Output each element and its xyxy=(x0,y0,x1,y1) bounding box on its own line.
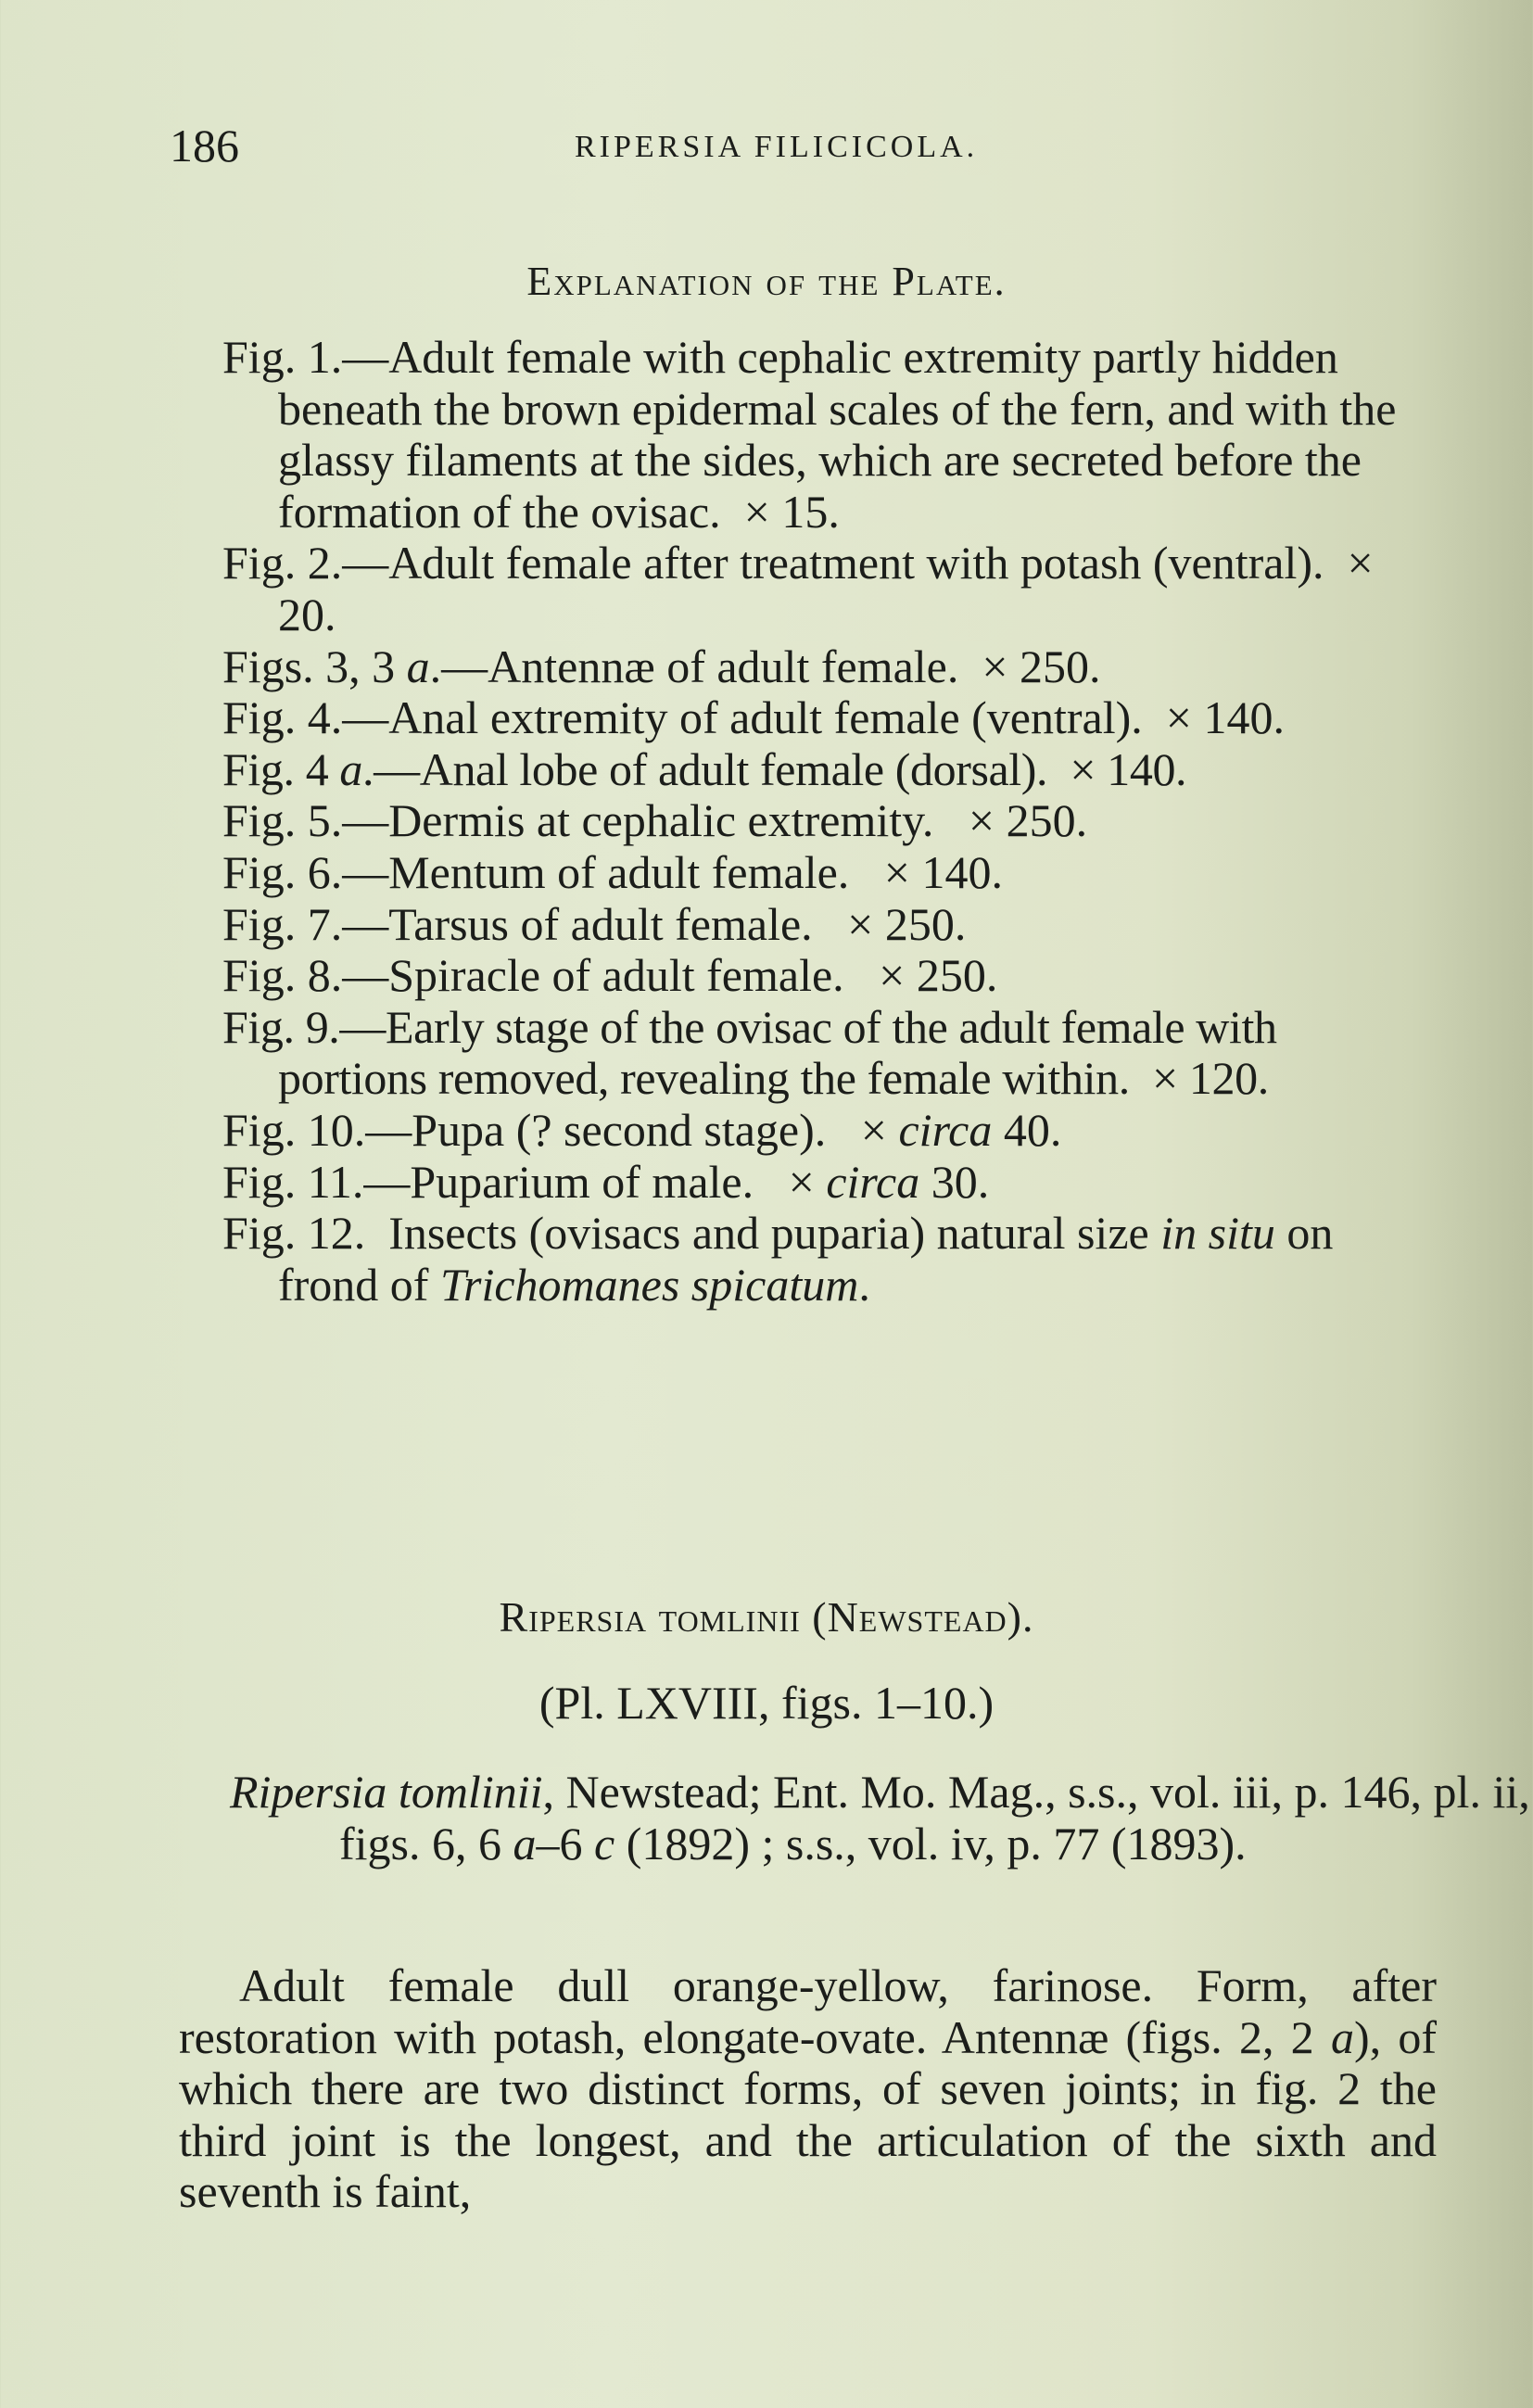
fig-label: Figs. 3, 3 xyxy=(222,640,396,692)
fig-entry-3 xyxy=(222,641,1437,693)
fig-label: Fig. 2. xyxy=(222,537,343,589)
fig-label: Fig. 4 xyxy=(222,742,329,795)
running-title: RIPERSIA FILICICOLA. xyxy=(575,130,979,164)
fig-text: —Tarsus of adult female. xyxy=(342,897,813,950)
plate-explanation-heading: Explanation of the Plate. xyxy=(526,259,1007,304)
fig-species-name: Trichomanes spicatum xyxy=(439,1258,859,1311)
fig-text: —Adult female with cephalic extremity partly hidden beneath the brown epidermal scales of the fern, and with the glassy filaments at the sides, which are secreted before the formation of the ovisac. xyxy=(278,331,1397,538)
fig-text: —Adult female after treatment with potash (ventral). xyxy=(342,537,1324,589)
fig-label: Fig. 5. xyxy=(222,794,343,847)
fig-magnification-circa: circa xyxy=(898,1103,993,1156)
fig-entry-12 xyxy=(222,1208,1437,1311)
species-citation xyxy=(230,1766,1533,1869)
fig-magnification: × 250. xyxy=(982,640,1101,692)
citation-dash: –6 xyxy=(536,1818,583,1869)
fig-magnification: × 15. xyxy=(743,485,840,538)
fig-magnification: × 120. xyxy=(1152,1052,1269,1105)
fig-label: Fig. 10. xyxy=(222,1103,366,1156)
fig-text: —Early stage of the ovisac of the adult female with portions removed, revealing the female within. xyxy=(278,1000,1277,1105)
fig-text: —Spiracle of adult female. xyxy=(342,949,844,1002)
fig-magnification: × 20. xyxy=(278,537,1374,640)
citation-text-end: (1892) ; s.s., vol. iv, p. 77 (1893). xyxy=(614,1818,1247,1869)
fig-magnification-prefix: × xyxy=(788,1155,815,1208)
description-text-continued: ), of which there are two distinct forms, of seven joints; in fig. 2 the third joint is the longest, and the articulation of the sixth and seventh is faint, xyxy=(179,2010,1437,2217)
fig-text-continued: on frond of xyxy=(278,1207,1334,1311)
citation-fig-a: a xyxy=(513,1818,537,1869)
fig-magnification: × 140. xyxy=(1165,691,1285,744)
fig-label: Fig. 6. xyxy=(222,845,343,898)
description-fig-a: a xyxy=(1330,2010,1354,2063)
page-number: 186 xyxy=(170,120,239,171)
fig-label-italic: a xyxy=(406,640,430,692)
description-paragraph xyxy=(179,1960,1437,2218)
fig-entry-1 xyxy=(222,332,1437,538)
fig-label: Fig. 1. xyxy=(222,331,343,383)
plate-reference: (Pl. LXVIII, figs. 1–10.) xyxy=(538,1677,995,1729)
fig-magnification: × 140. xyxy=(1070,742,1187,795)
page-header xyxy=(0,119,1533,174)
fig-text-end: . xyxy=(858,1258,870,1311)
fig-text: —Puparium of male. xyxy=(363,1155,754,1208)
fig-text: —Dermis at cephalic extremity. xyxy=(342,794,934,847)
fig-magnification: × 250. xyxy=(847,897,967,950)
fig-entry-6 xyxy=(222,847,1437,899)
fig-text-italic: in situ xyxy=(1160,1207,1275,1260)
fig-entry-9 xyxy=(222,1002,1437,1105)
fig-label: Fig. 4. xyxy=(222,691,343,744)
citation-fig-c: c xyxy=(594,1818,615,1869)
fig-text: .—Anal lobe of adult female (dorsal). xyxy=(362,742,1048,795)
fig-magnification: × 140. xyxy=(883,845,1003,898)
fig-entry-11 xyxy=(222,1157,1437,1209)
figure-list xyxy=(222,332,1437,1311)
fig-label-italic: a xyxy=(339,742,363,795)
fig-label: Fig. 11. xyxy=(222,1155,364,1208)
fig-magnification: × 250. xyxy=(879,949,998,1002)
fig-label: Fig. 8. xyxy=(222,949,343,1002)
species-heading: Ripersia tomlinii (Newstead). xyxy=(499,1593,1034,1641)
fig-magnification-circa: circa xyxy=(826,1155,920,1208)
fig-label: Fig. 7. xyxy=(222,897,343,950)
fig-text: —Anal extremity of adult female (ventral). xyxy=(342,691,1143,744)
fig-entry-4a xyxy=(222,744,1437,796)
fig-label: Fig. 12. xyxy=(222,1207,366,1260)
fig-entry-7 xyxy=(222,899,1437,951)
fig-magnification-prefix: × xyxy=(860,1103,887,1156)
fig-magnification: × 250. xyxy=(968,794,1088,847)
fig-magnification: 30. xyxy=(931,1155,990,1208)
fig-text: Insects (ovisacs and puparia) natural size xyxy=(388,1207,1149,1260)
citation-species-name: Ripersia tomlinii xyxy=(230,1766,543,1818)
fig-text: —Pupa (? second stage). xyxy=(365,1103,827,1156)
fig-entry-10 xyxy=(222,1105,1437,1157)
fig-entry-8 xyxy=(222,950,1437,1002)
fig-entry-5 xyxy=(222,795,1437,847)
fig-magnification: 40. xyxy=(1003,1103,1062,1156)
fig-label: Fig. 9. xyxy=(222,1000,340,1053)
fig-text: —Mentum of adult female. xyxy=(342,845,850,898)
fig-entry-2 xyxy=(222,538,1437,640)
fig-entry-4 xyxy=(222,692,1437,744)
fig-text: .—Antennæ of adult female. xyxy=(429,640,959,692)
description-text: Adult female dull orange-yellow, farinose. Form, after restoration with potash, elongate-ovate. Antennæ (figs. 2, 2 xyxy=(179,1959,1437,2063)
citation-text: , Newstead; Ent. Mo. Mag., s.s., vol. iii, p. 146, pl. ii, figs. 6, 6 xyxy=(339,1766,1530,1869)
